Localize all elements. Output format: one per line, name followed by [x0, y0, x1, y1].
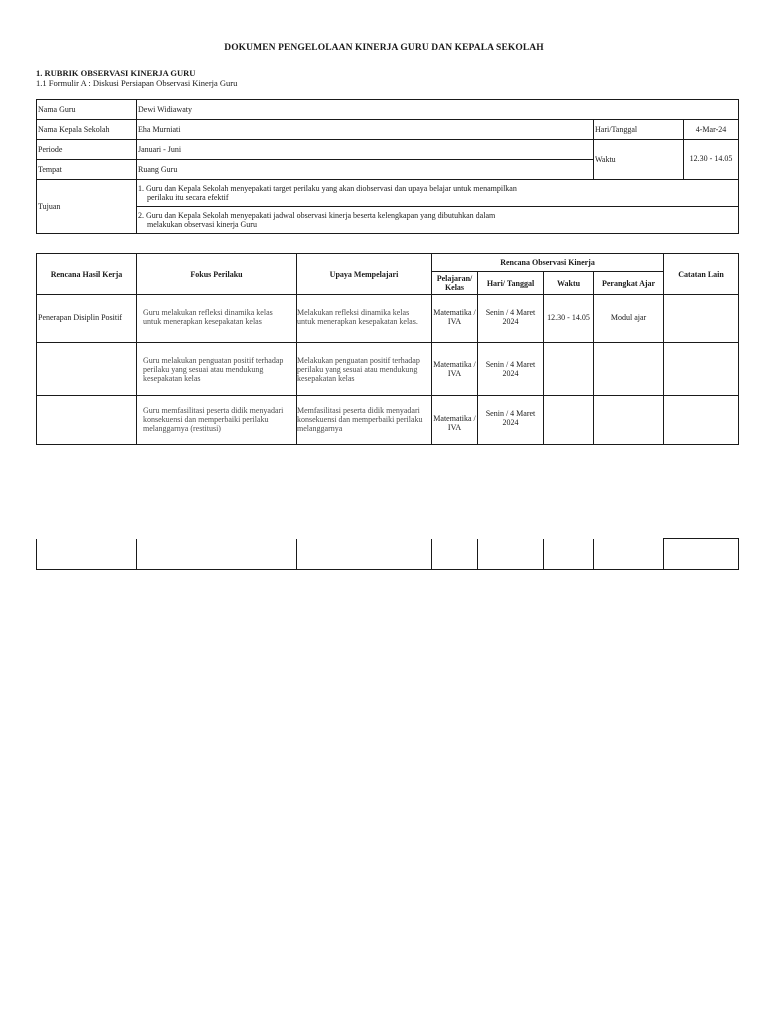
table-row [37, 343, 739, 396]
row-notes [664, 295, 739, 343]
row-subject: Matematika / IVA [432, 396, 478, 445]
header-focus: Fokus Perilaku [137, 254, 297, 295]
day-value: 4-Mar-24 [684, 120, 739, 140]
row-tools: Modul ajar [594, 295, 664, 343]
observation-table [36, 253, 739, 445]
row-day-line-2: 2024 [502, 317, 519, 326]
row-time [544, 343, 594, 396]
period-value: Januari - Juni [137, 140, 594, 160]
blank-cell [544, 539, 594, 570]
blank-cell [594, 539, 664, 570]
row-subject: Matematika / IVA [432, 343, 478, 396]
header-result: Rencana Hasil Kerja [37, 254, 137, 295]
row-day [478, 295, 544, 343]
table-row [37, 539, 739, 570]
row-effort: Melakukan penguatan positif terhadap perilaku yang sesuai atau mendukung kesepakatan kelas [297, 343, 432, 396]
blank-row-table [36, 538, 739, 570]
row-result: Penerapan Disiplin Positif [37, 295, 137, 343]
table-row [37, 396, 739, 445]
blank-cell [432, 539, 478, 570]
row-effort: Melakukan refleksi dinamika kelas untuk menerapkan kesepakatan kelas. [297, 295, 432, 343]
principal-value: Eha Murniati [137, 120, 594, 140]
header-plan: Rencana Observasi Kinerja [432, 254, 664, 272]
row-result [37, 343, 137, 396]
goal-2 [137, 207, 739, 234]
goal-1 [137, 180, 739, 207]
header-subject-line-2: Kelas [444, 283, 465, 292]
time-value: 12.30 - 14.05 [684, 140, 739, 180]
info-table [36, 99, 739, 234]
subsection-heading: 1.1 Formulir A : Diskusi Persiapan Observasi Kinerja Guru [36, 78, 238, 88]
header-notes: Catatan Lain [664, 254, 739, 295]
section-heading: 1. RUBRIK OBSERVASI KINERJA GURU [36, 68, 196, 78]
header-subject [432, 272, 478, 295]
blank-cell [37, 539, 137, 570]
header-day: Hari/ Tanggal [478, 272, 544, 295]
row-day-line-2: 2024 [502, 418, 519, 427]
blank-cell [478, 539, 544, 570]
row-day-line-1: Senin / 4 Maret [485, 360, 536, 369]
row-focus: Guru memfasilitasi peserta didik menyadari konsekuensi dan memperbaiki perilaku melanggarnya (restitusi) [137, 396, 297, 445]
header-tools: Perangkat Ajar [594, 272, 664, 295]
header-time: Waktu [544, 272, 594, 295]
blank-cell [297, 539, 432, 570]
header-effort: Upaya Mempelajari [297, 254, 432, 295]
place-label: Tempat [37, 160, 137, 180]
teacher-value: Dewi Widiawaty [137, 100, 739, 120]
goal-1-line-2: perilaku itu secara efektif [147, 193, 229, 202]
blank-cell [664, 539, 739, 570]
time-label: Waktu [594, 140, 684, 180]
principal-label: Nama Kepala Sekolah [37, 120, 137, 140]
row-tools [594, 343, 664, 396]
row-focus: Guru melakukan penguatan positif terhadap perilaku yang sesuai atau mendukung kesepakatan kelas [137, 343, 297, 396]
row-day-line-1: Senin / 4 Maret [485, 308, 536, 317]
place-value: Ruang Guru [137, 160, 594, 180]
goal-1-line-1: 1. Guru dan Kepala Sekolah menyepakati target perilaku yang akan diobservasi dan upaya belajar untuk menampilkan [138, 184, 517, 193]
row-notes [664, 396, 739, 445]
row-time [544, 396, 594, 445]
row-notes [664, 343, 739, 396]
day-label: Hari/Tanggal [594, 120, 684, 140]
row-time: 12.30 - 14.05 [544, 295, 594, 343]
row-tools [594, 396, 664, 445]
teacher-label: Nama Guru [37, 100, 137, 120]
row-effort: Memfasilitasi peserta didik menyadari konsekuensi dan memperbaiki perilaku melanggarnya [297, 396, 432, 445]
document-title: DOKUMEN PENGELOLAAN KINERJA GURU DAN KEPALA SEKOLAH [224, 43, 544, 53]
goal-2-line-1: 2. Guru dan Kepala Sekolah menyepakati jadwal observasi kinerja beserta kelengkapan yang dibutuhkan dalam [138, 211, 496, 220]
row-day-line-2: 2024 [502, 369, 519, 378]
row-day [478, 343, 544, 396]
row-focus: Guru melakukan refleksi dinamika kelas untuk menerapkan kesepakatan kelas [137, 295, 297, 343]
goal-2-line-2: melakukan observasi kinerja Guru [147, 220, 257, 229]
row-subject: Matematika / IVA [432, 295, 478, 343]
row-day-line-1: Senin / 4 Maret [485, 409, 536, 418]
table-row [37, 295, 739, 343]
goal-label: Tujuan [37, 180, 137, 234]
row-result [37, 396, 137, 445]
blank-cell [137, 539, 297, 570]
header-subject-line-1: Pelajaran/ [436, 274, 473, 283]
row-day [478, 396, 544, 445]
period-label: Periode [37, 140, 137, 160]
